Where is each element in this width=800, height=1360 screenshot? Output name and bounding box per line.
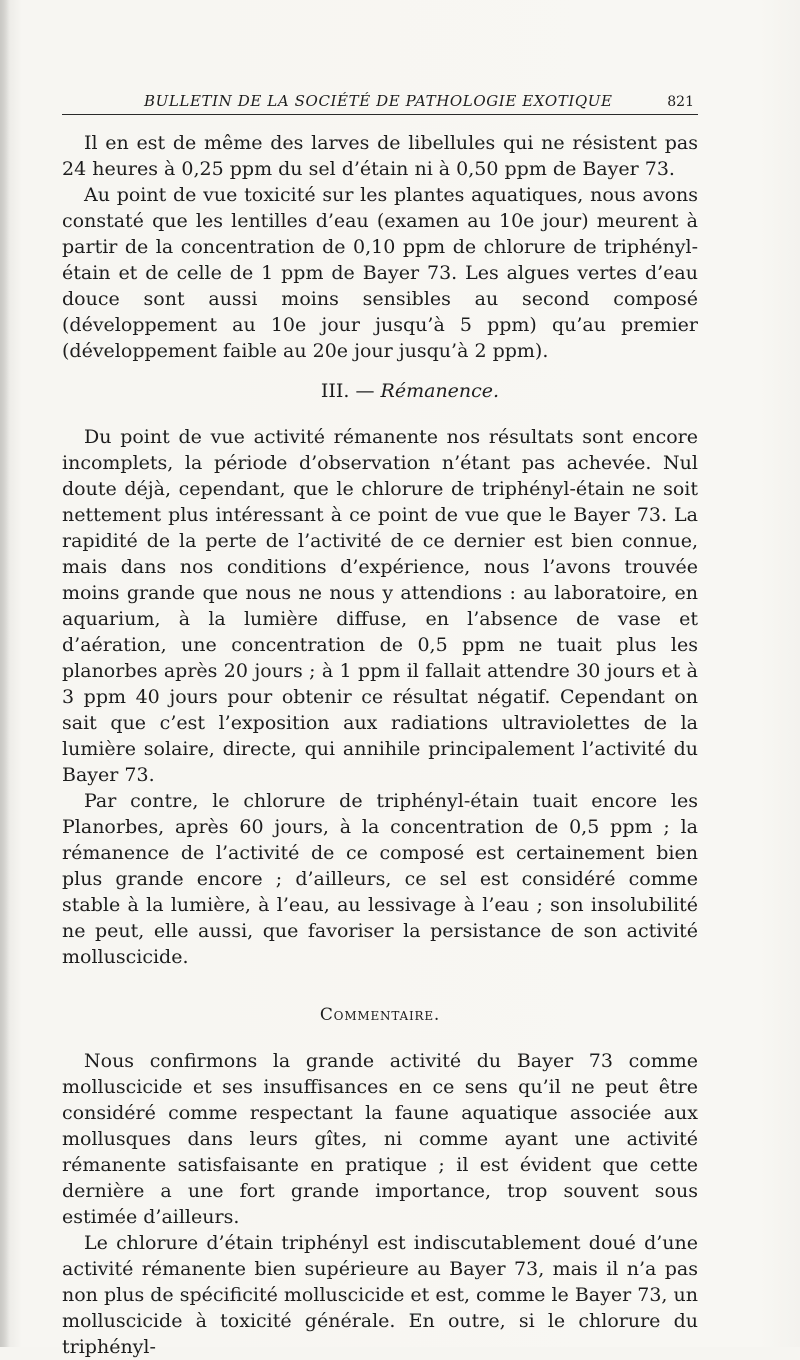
article-body [62, 130, 698, 1360]
page-number: 821 [667, 94, 694, 110]
running-header [62, 88, 698, 118]
paragraph-chlorure-etain: Le chlorure d’étain triphényl est indiscutablement doué d’une activité rémanente bien supérieure au Bayer 73, mais il n’a pas non plus de spécificité molluscicide et est, comme le Bayer 73, un molluscicide à toxicité générale. En outre, si le chlorure du triphényl- [62, 1232, 698, 1358]
section-number: III. — [320, 380, 375, 402]
paragraph-par-contre: Par contre, le chlorure de triphényl-étain tuait encore les Planorbes, après 60 jours, à la concentration de 0,5 ppm ; la rémanence de l’activité de ce composé est certainement bien plus grande encore ; d’ailleurs, ce sel est considéré comme stable à la lumière, à l’eau, au lessivage à l’eau ; son insolubilité ne peut, elle aussi, que favoriser la persistance de son activité molluscicide. [62, 790, 698, 968]
paragraph-nous-confirmons: Nous confirmons la grande activité du Bayer 73 comme molluscicide et ses insuffisances en ce sens qu’il ne peut être considéré comme respectant la faune aquatique associée aux mollusques dans leurs gîtes, ni comme ayant une activité rémanente satisfaisante en pratique ; il est évident que cette dernière a une fort grande importance, trop souvent sous estimée d’ailleurs. [62, 1050, 698, 1228]
section-title: Rémanence. [380, 380, 500, 402]
section-heading-commentaire: Commentaire. [319, 1005, 441, 1025]
paragraph-plantes-aquatiques: Au point de vue toxicité sur les plantes aquatiques, nous avons constaté que les lentilles d’eau (examen au 10e jour) meurent à partir de la concentration de 0,10 ppm de chlorure de triphényl-étain et de celle de 1 ppm de Bayer 73. Les algues vertes d’eau douce sont aussi moins sensibles au second composé (développement au 10e jour jusqu’à 5 ppm) qu’au premier (développement faible au 20e jour jusqu’à 2 ppm). [62, 184, 698, 362]
section-heading-remanence [62, 378, 698, 404]
spine-shadow [0, 0, 10, 1347]
paragraph-libellules: Il en est de même des larves de libellules qui ne résistent pas 24 heures à 0,25 ppm du sel d’étain ni à 0,50 ppm de Bayer 73. [62, 132, 698, 180]
journal-title: BULLETIN DE LA SOCIÉTÉ DE PATHOLOGIE EXOTIQUE [144, 92, 613, 110]
paragraph-activite-remanente: Du point de vue activité rémanente nos résultats sont encore incomplets, la période d’observation n’étant pas achevée. Nul doute déjà, cependant, que le chlorure de triphényl-étain ne soit nettement plus intéressant à ce point de vue que le Bayer 73. La rapidité de la perte de l’activité de ce dernier est bien connue, mais dans nos conditions d’expérience, nous l’avons trouvée moins grande que nous ne nous y attendions : au laboratoire, en aquarium, à la lumière diffuse, en l’absence de vase et d’aération, une concentration de 0,5 ppm ne tuait plus les planorbes après 20 jours ; à 1 ppm il fallait attendre 30 jours et à 3 ppm 40 jours pour obtenir ce résultat négatif. Cependant on sait que c’est l’exposition aux radiations ultraviolettes de la lumière solaire, directe, qui annihile principalement l’activité du Bayer 73. [62, 426, 698, 786]
header-rule [62, 114, 698, 115]
